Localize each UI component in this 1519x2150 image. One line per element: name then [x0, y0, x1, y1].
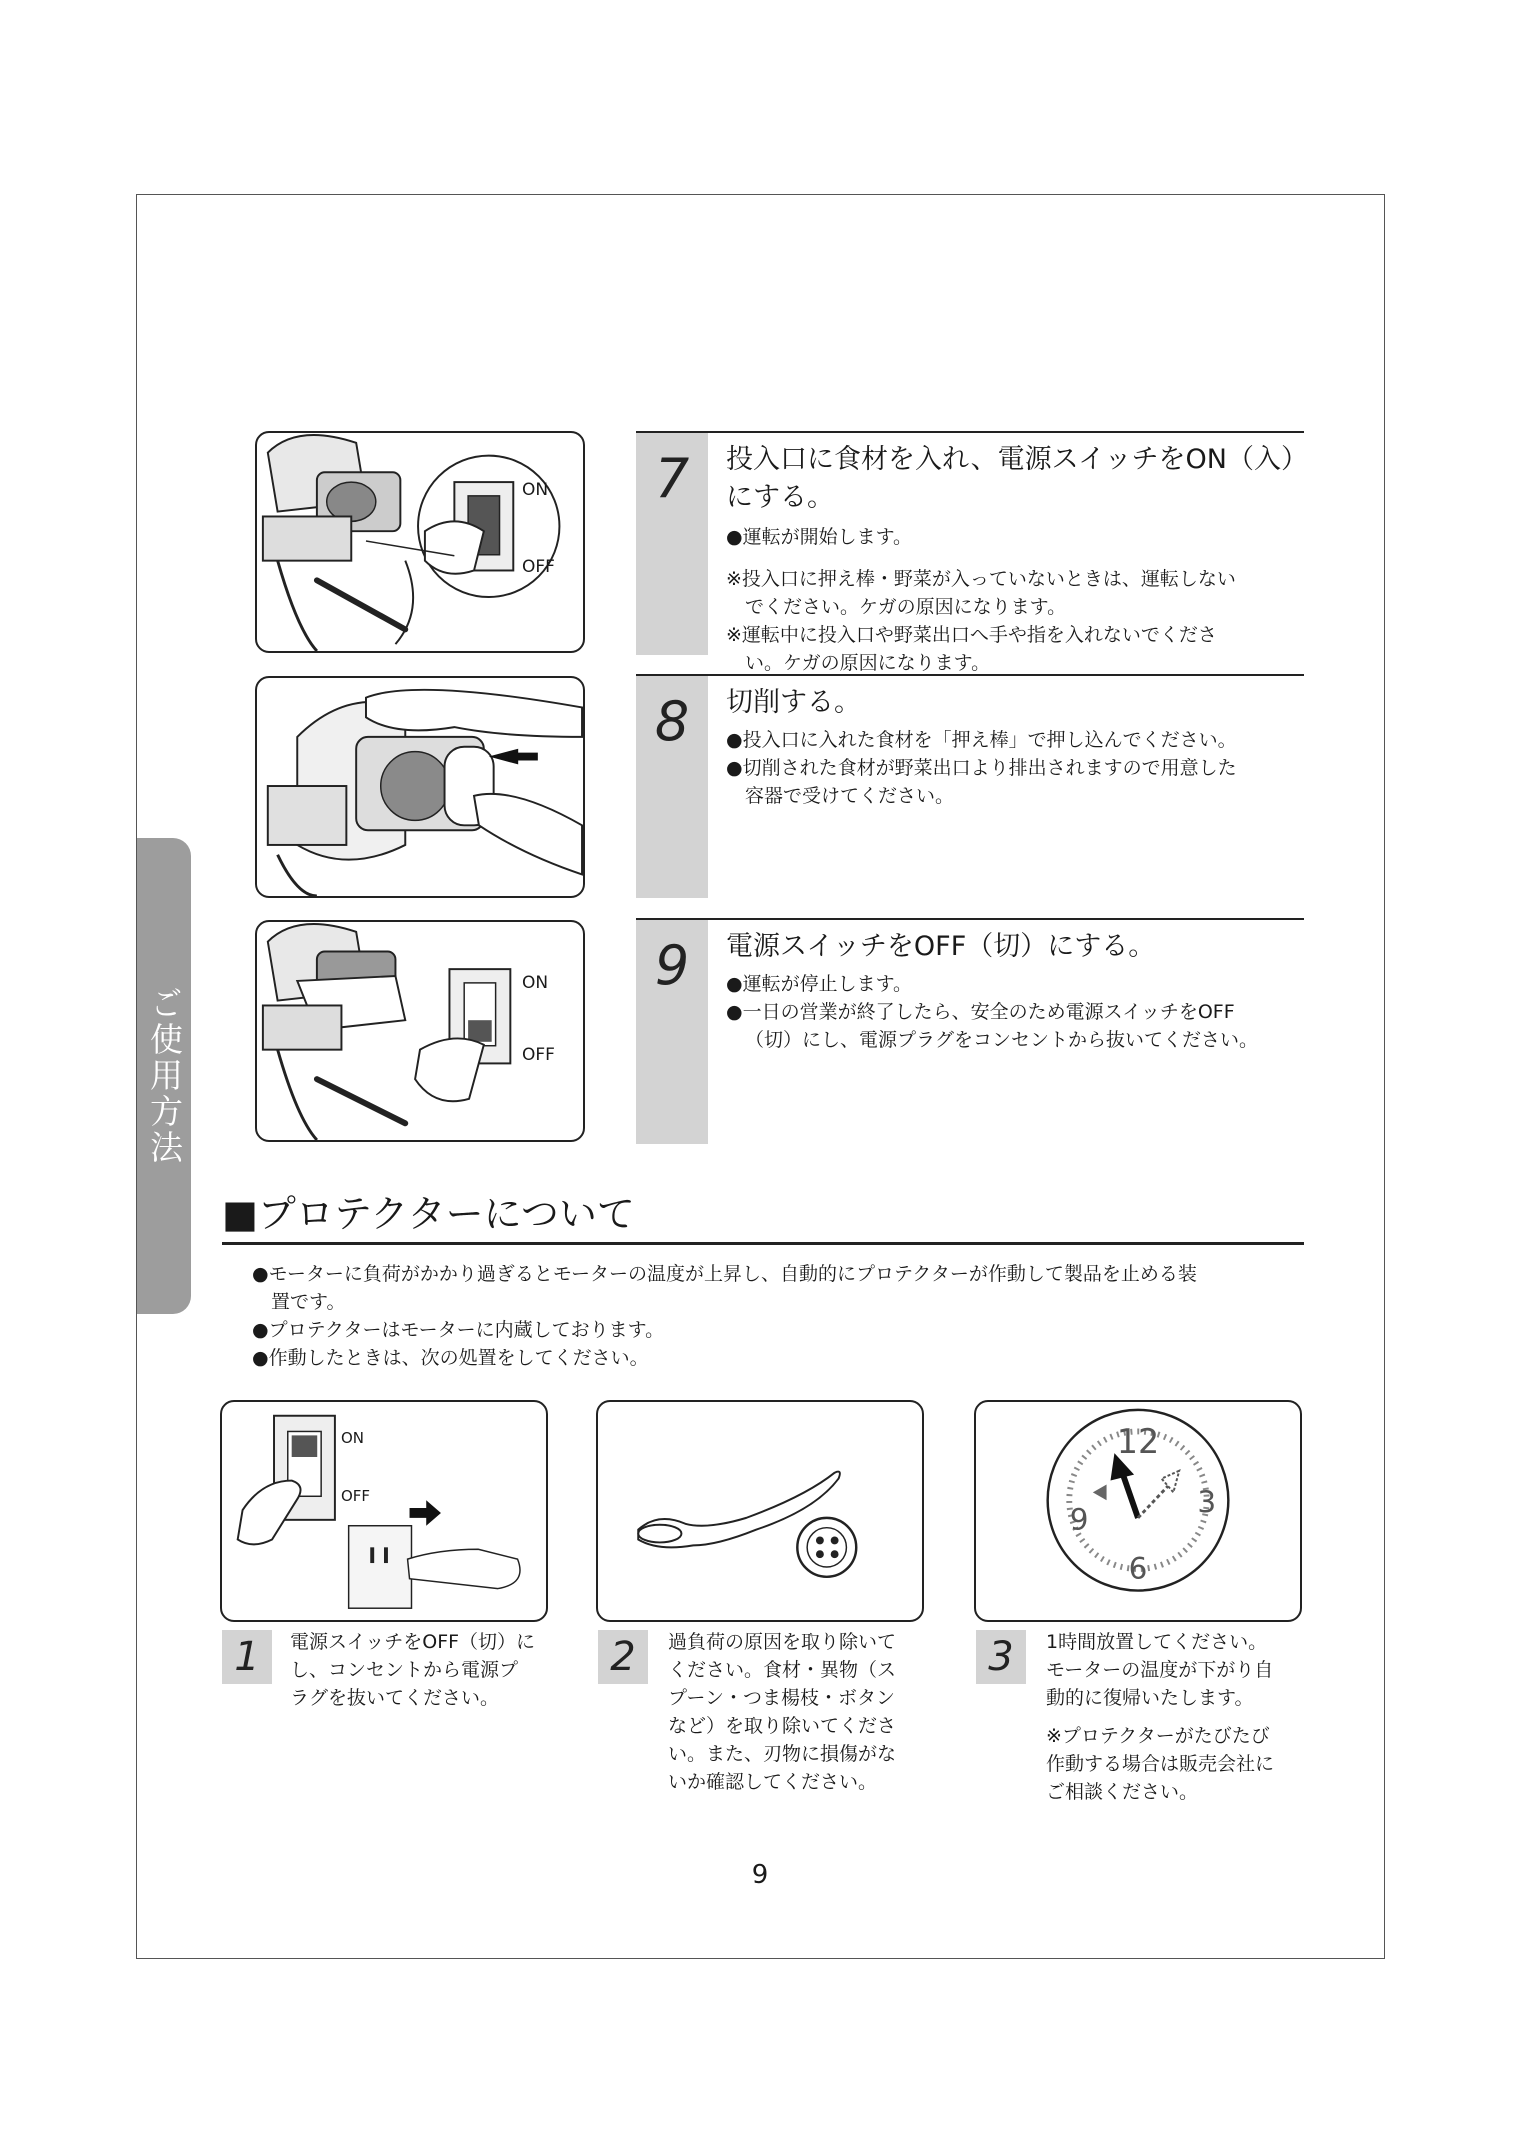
procedure-text [290, 1628, 546, 1712]
procedure-text [1046, 1628, 1302, 1806]
step-line: ●切削された食材が野菜出口より排出されますので用意した [726, 757, 1237, 779]
step-number-box [636, 676, 708, 898]
switch-on-label: ON [522, 480, 549, 500]
step-7 [636, 431, 1304, 674]
step-number-box [636, 433, 708, 655]
procedure-1-illustration [220, 1400, 548, 1622]
clock-numeral-12: 12 [1116, 1422, 1160, 1462]
clock-numeral-3: 3 [1197, 1484, 1217, 1519]
procedure-line: 過負荷の原因を取り除いて [668, 1631, 897, 1653]
procedure-line: ください。食材・異物（ス [668, 1659, 897, 1681]
step-line: （切）にし、電源プラグをコンセントから抜いてください。 [745, 1029, 1259, 1051]
switch-off-label: OFF [522, 557, 555, 577]
procedure-number: 2 [598, 1630, 648, 1684]
switch-on-label: ON [522, 973, 549, 993]
step-8 [636, 674, 1304, 898]
procedure-line: し、コンセントから電源プ [290, 1659, 519, 1681]
step-line: でください。ケガの原因になります。 [745, 596, 1067, 618]
step-number: 7 [654, 447, 690, 510]
procedure-line: 1時間放置してください。 [1046, 1631, 1268, 1653]
step-body [726, 970, 1306, 1054]
procedure-text [668, 1628, 924, 1796]
procedure-3-illustration [974, 1400, 1302, 1622]
page-number: 9 [751, 1860, 769, 1890]
slicer-switch-off-image [257, 922, 583, 1140]
procedure-line: 電源スイッチをOFF（切）に [290, 1631, 536, 1653]
step-9 [636, 918, 1304, 1144]
switch-on-label: ON [341, 1429, 365, 1447]
procedure-number: 3 [976, 1630, 1026, 1684]
procedure-line: 動的に復帰いたします。 [1046, 1687, 1254, 1709]
protector-bullets [252, 1260, 1302, 1372]
step-number: 9 [654, 934, 690, 997]
procedure-line: いか確認してください。 [668, 1771, 878, 1793]
switch-off-label: OFF [522, 1045, 555, 1065]
step-title: 切削する。 [726, 687, 861, 718]
step-line: ●運転が停止します。 [726, 973, 913, 995]
procedure-line: い。また、刃物に損傷がな [668, 1743, 897, 1765]
bullet-line: ●モーターに負荷がかかり過ぎるとモーターの温度が上昇し、自動的にプロテクターが作動して製品を止める装 [252, 1263, 1197, 1285]
step-line: い。ケガの原因になります。 [745, 652, 991, 674]
step-number-box [636, 920, 708, 1144]
step-number: 8 [654, 690, 690, 753]
procedure-line: ラグを抜いてください。 [290, 1687, 500, 1709]
switch-off-label: OFF [341, 1487, 371, 1505]
step-8-illustration [255, 676, 585, 898]
procedure-number: 1 [222, 1630, 272, 1684]
step-body [726, 726, 1306, 810]
procedure-line: ※プロテクターがたびたび [1046, 1725, 1270, 1747]
foreign-objects-image [598, 1402, 922, 1620]
procedure-line: プーン・つま楊枝・ボタン [668, 1687, 896, 1709]
procedure-line: など）を取り除いてくださ [668, 1715, 897, 1737]
step-7-illustration [255, 431, 585, 653]
section-divider [222, 1242, 1304, 1245]
step-title: 投入口に食材を入れ、電源スイッチをON（入）にする。 [726, 444, 1295, 513]
procedure-line: 作動する場合は販売会社に [1046, 1753, 1275, 1775]
clock-numeral-9: 9 [1069, 1502, 1089, 1537]
bullet-line: ●プロテクターはモーターに内蔵しております。 [252, 1319, 665, 1341]
side-tab-label: ご使用方法 [145, 986, 184, 1166]
step-title: 電源スイッチをOFF（切）にする。 [726, 931, 1156, 962]
slicer-switch-on-image [257, 433, 583, 651]
step-line: ●一日の営業が終了したら、安全のため電源スイッチをOFF [726, 1001, 1235, 1023]
step-line: ●運転が開始します。 [726, 526, 913, 548]
procedure-line: ご相談ください。 [1046, 1781, 1199, 1803]
clock-image [976, 1402, 1300, 1620]
step-9-illustration [255, 920, 585, 1142]
step-line: ※運転中に投入口や野菜出口へ手や指を入れないでくださ [726, 624, 1217, 646]
step-line: ●投入口に入れた食材を「押え棒」で押し込んでください。 [726, 729, 1237, 751]
bullet-line: ●作動したときは、次の処置をしてください。 [252, 1347, 649, 1369]
procedure-2-illustration [596, 1400, 924, 1622]
clock-numeral-6: 6 [1128, 1551, 1148, 1586]
slicer-pushing-image [257, 678, 583, 896]
section-title: ■プロテクターについて [222, 1192, 635, 1236]
procedure-line: モーターの温度が下がり自 [1046, 1659, 1274, 1681]
unplug-image [222, 1402, 546, 1620]
step-line: ※投入口に押え棒・野菜が入っていないときは、運転しない [726, 568, 1236, 590]
step-body [726, 523, 1306, 677]
section-side-tab [137, 838, 191, 1314]
bullet-line: 置です。 [271, 1291, 346, 1313]
step-line: 容器で受けてください。 [745, 785, 955, 807]
